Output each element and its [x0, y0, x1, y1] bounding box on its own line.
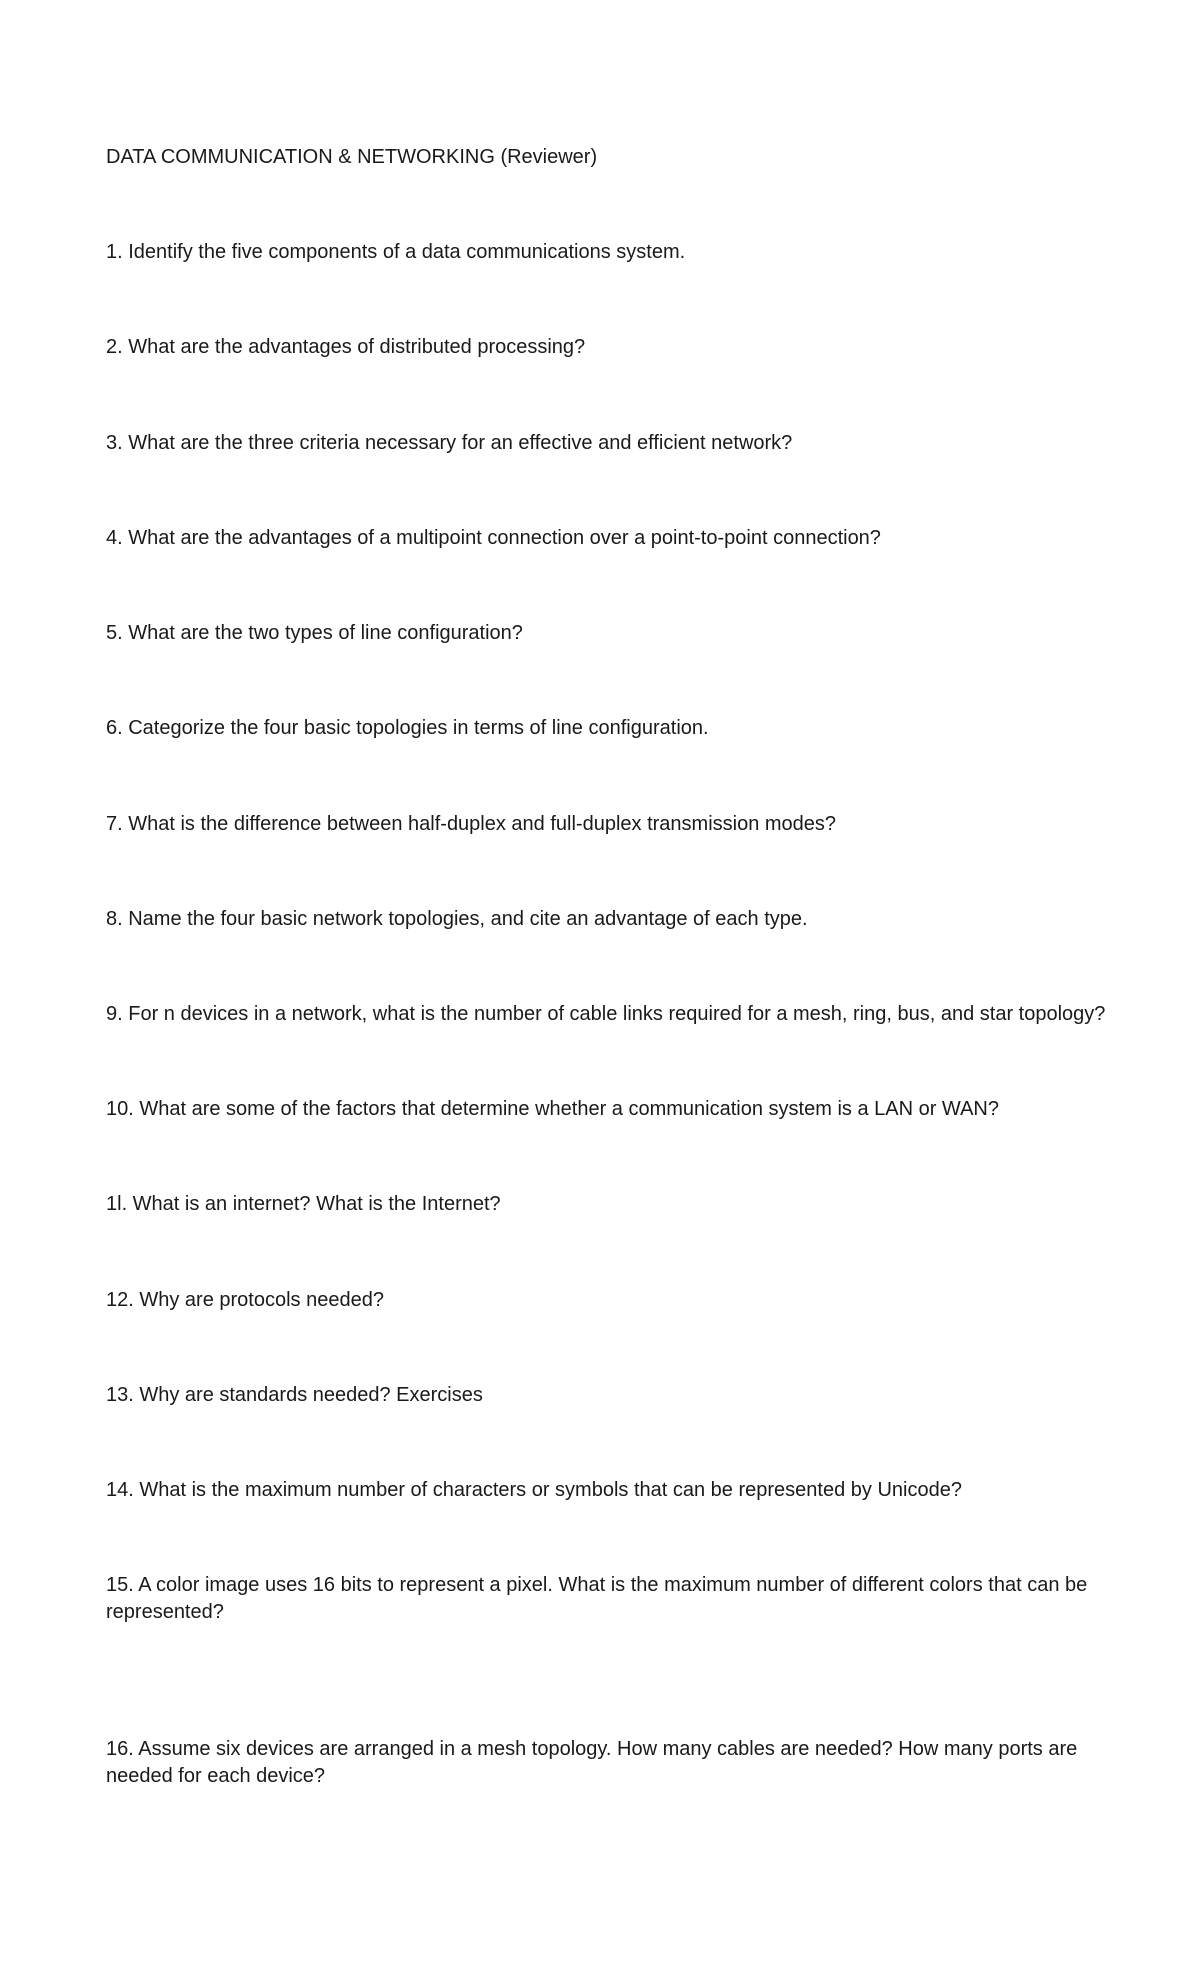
question-4: 4. What are the advantages of a multipoint connection over a point-to-point connection? — [106, 527, 881, 549]
question-9: 9. For n devices in a network, what is the number of cable links required for a mesh, ring, bus, and star topology? — [106, 1003, 1106, 1025]
question-6: 6. Categorize the four basic topologies in terms of line configuration. — [106, 717, 709, 739]
question-12: 12. Why are protocols needed? — [106, 1289, 384, 1311]
question-13: 13. Why are standards needed? Exercises — [106, 1384, 483, 1406]
question-14: 14. What is the maximum number of characters or symbols that can be represented by Unicode? — [106, 1479, 962, 1501]
question-10: 10. What are some of the factors that determine whether a communication system is a LAN or WAN? — [106, 1098, 999, 1120]
question-2: 2. What are the advantages of distributed processing? — [106, 336, 586, 358]
question-1: 1. Identify the five components of a data communications system. — [106, 241, 686, 263]
question-16: 16. Assume six devices are arranged in a mesh topology. How many cables are needed? How many ports are needed for each device? — [106, 1738, 1078, 1787]
question-5: 5. What are the two types of line configuration? — [106, 622, 523, 644]
question-8: 8. Name the four basic network topologies, and cite an advantage of each type. — [106, 908, 808, 930]
question-7: 7. What is the difference between half-duplex and full-duplex transmission modes? — [106, 813, 837, 835]
question-11: 1l. What is an internet? What is the Internet? — [106, 1193, 501, 1215]
document-title: DATA COMMUNICATION & NETWORKING (Reviewer) — [106, 146, 598, 168]
question-15: 15. A color image uses 16 bits to represent a pixel. What is the maximum number of different colors that can be represented? — [106, 1574, 1088, 1623]
question-3: 3. What are the three criteria necessary for an effective and efficient network? — [106, 432, 793, 454]
